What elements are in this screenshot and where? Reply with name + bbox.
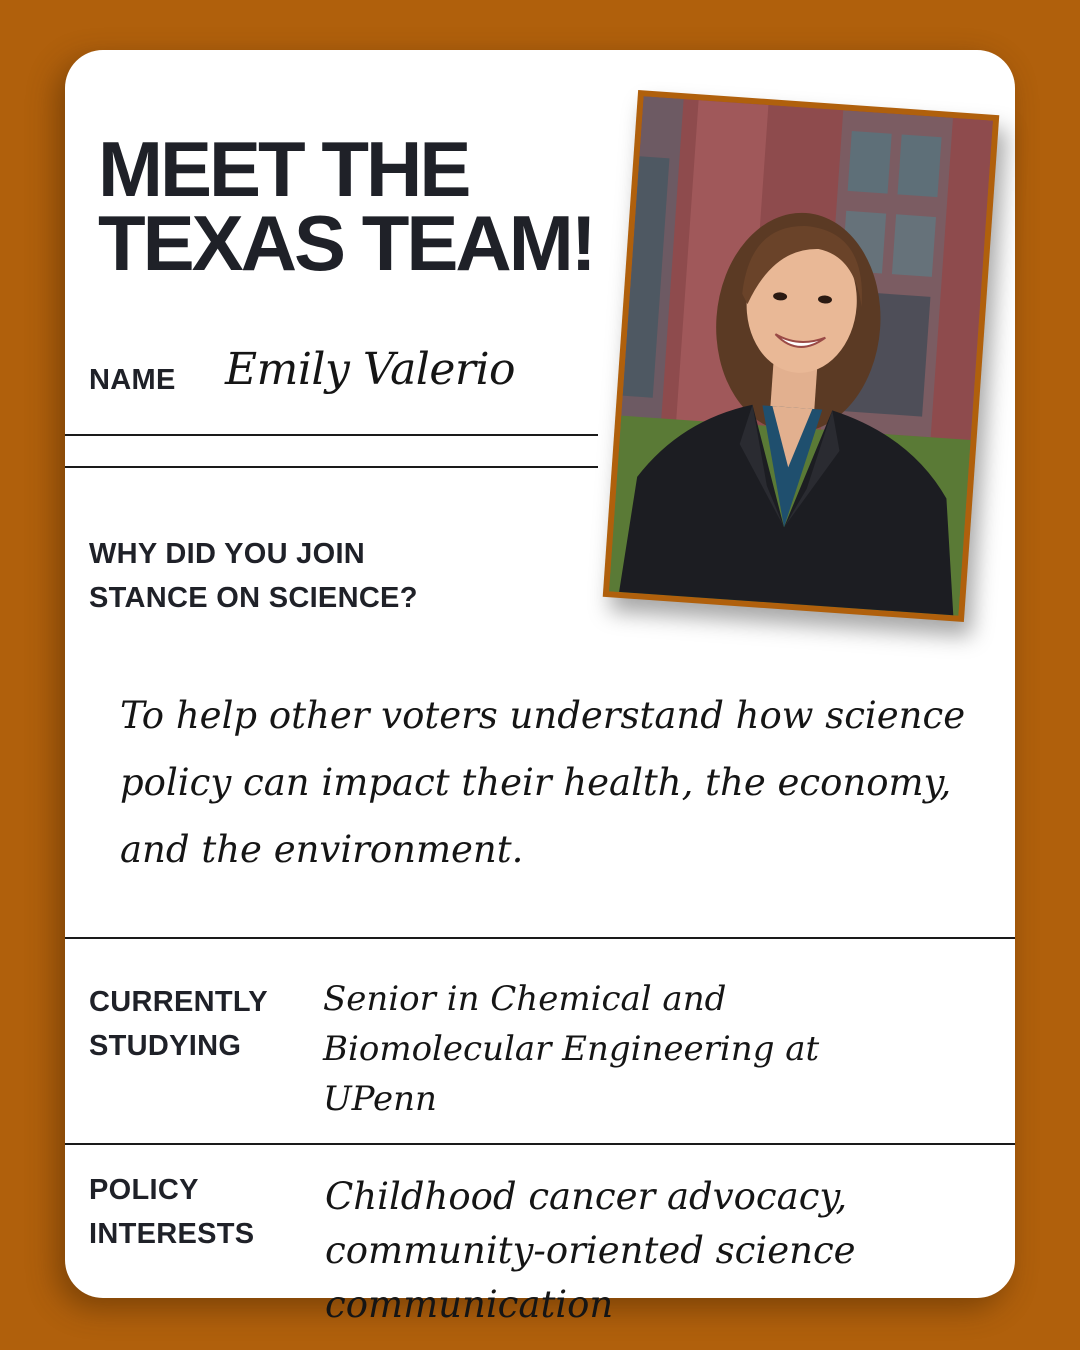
why-joined-answer: To help other voters understand how science policy can impact their health, the economy, and the environment. — [120, 694, 966, 871]
policy-interests-value: Childhood cancer advocacy, community-oriented science communication — [325, 1175, 856, 1326]
policy-interests-label-line-2: INTERESTS — [89, 1218, 255, 1250]
section-divider — [65, 937, 1015, 939]
title-line-1: MEET THE — [98, 125, 469, 213]
currently-studying-value: Senior in Chemical and Biomolecular Engineering at UPenn — [323, 979, 820, 1119]
currently-studying-label — [89, 980, 309, 1068]
name-value: Emily Valerio — [225, 344, 516, 395]
portrait-photo — [609, 96, 993, 615]
profile-card — [65, 50, 1015, 1326]
section-divider — [65, 1143, 1015, 1145]
why-joined-label — [89, 532, 609, 620]
why-joined-label-line-1: WHY DID YOU JOIN — [89, 538, 366, 570]
section-divider — [65, 466, 598, 468]
policy-interests-label — [89, 1168, 309, 1256]
title-line-2: TEXAS TEAM! — [98, 199, 594, 287]
policy-interests-label-line-1: POLICY — [89, 1174, 199, 1206]
currently-studying-label-line-2: STUDYING — [89, 1030, 242, 1062]
name-label: NAME — [89, 364, 176, 396]
portrait-illustration — [609, 96, 993, 615]
photo-frame — [603, 90, 1000, 622]
name-underline — [65, 434, 598, 436]
currently-studying-label-line-1: CURRENTLY — [89, 986, 268, 1018]
page-title — [98, 125, 594, 287]
why-joined-label-line-2: STANCE ON SCIENCE? — [89, 582, 418, 614]
